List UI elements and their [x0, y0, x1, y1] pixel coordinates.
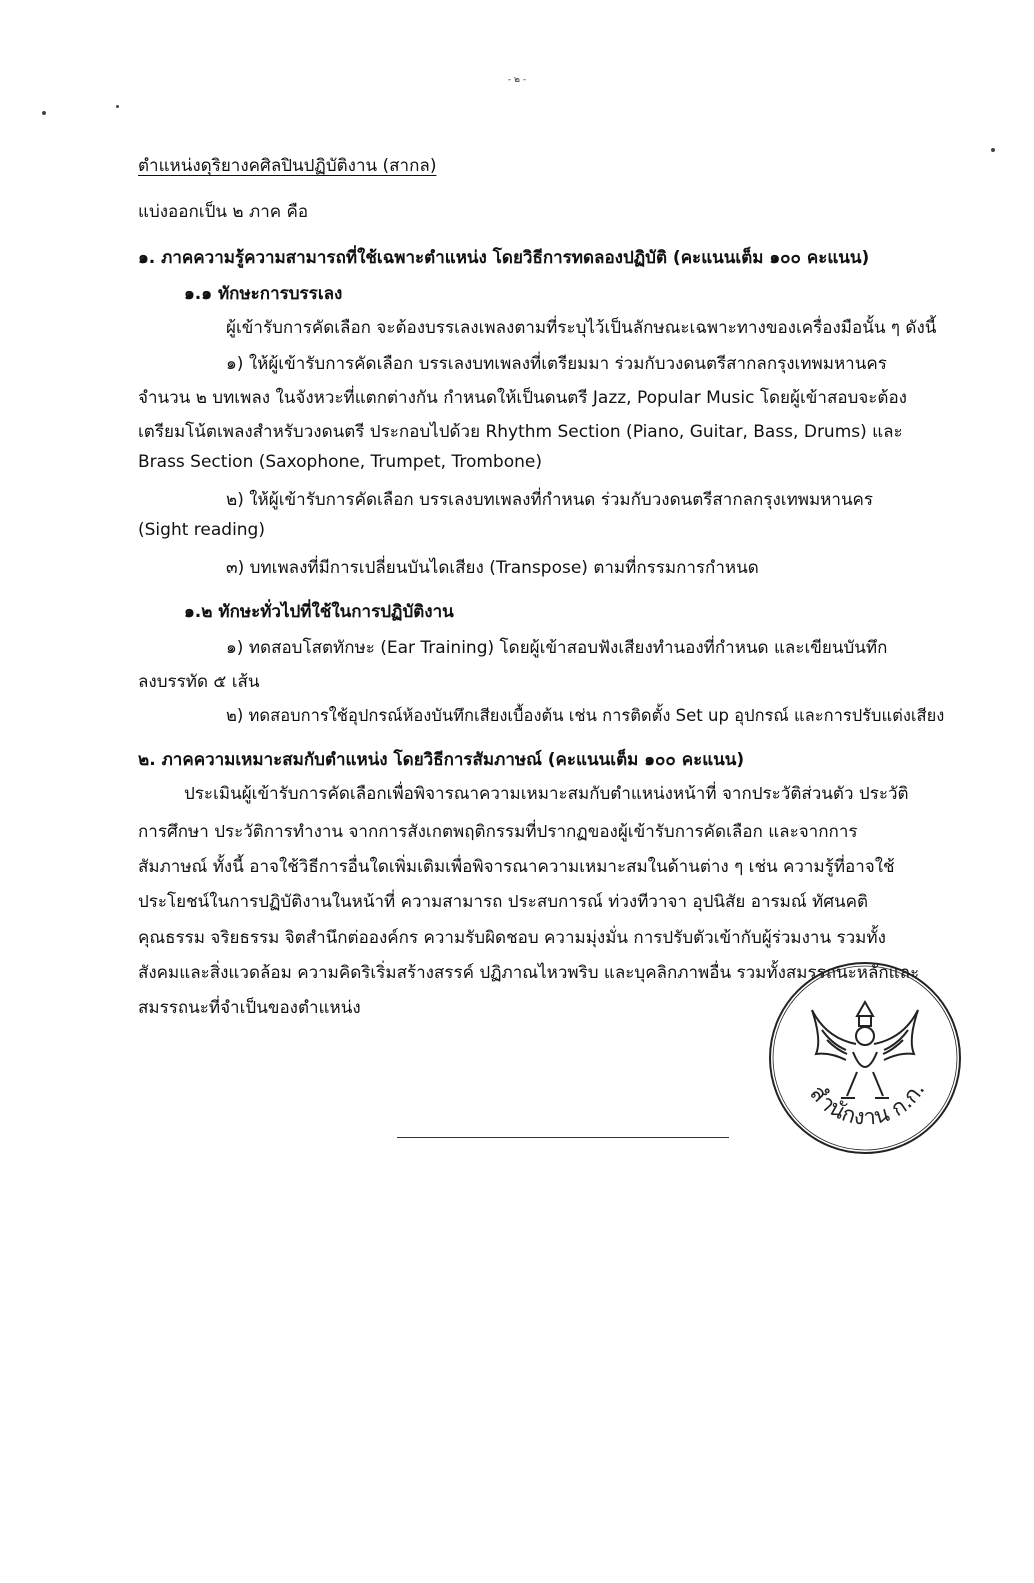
- scan-speck: [116, 105, 119, 108]
- signature-line: [397, 1137, 729, 1138]
- scan-speck: [991, 148, 995, 152]
- part1-heading: ๑. ภาคความรู้ความสามารถที่ใช้เฉพาะตำแหน่ง โดยวิธีการทดลองปฏิบัติ (คะแนนเต็ม ๑๐๐ คะแนน): [138, 248, 870, 268]
- section-1-2-heading: ๑.๒ ทักษะทั่วไปที่ใช้ในการปฏิบัติงาน: [184, 602, 454, 622]
- item-1-1-3: ๓) บทเพลงที่มีการเปลี่ยนบันไดเสียง (Transpose) ตามที่กรรมการกำหนด: [226, 558, 759, 578]
- garuda-emblem-icon: [812, 1002, 918, 1098]
- item-1-2-2: ๒) ทดสอบการใช้อุปกรณ์ห้องบันทึกเสียงเบื้องต้น เช่น การติดตั้ง Set up อุปกรณ์ และการปรับแต่งเสียง: [226, 706, 945, 725]
- part2-paragraph-line: การศึกษา ประวัติการทำงาน จากการสังเกตพฤติกรรมที่ปรากฏของผู้เข้ารับการคัดเลือก และจากการ: [138, 822, 858, 842]
- item-1-2-1-line: ๑) ทดสอบโสตทักษะ (Ear Training) โดยผู้เข้าสอบฟังเสียงทำนองที่กำหนด และเขียนบันทึก: [226, 638, 888, 658]
- item-1-1-2-line: ๒) ให้ผู้เข้ารับการคัดเลือก บรรเลงบทเพลงที่กำหนด ร่วมกับวงดนตรีสากลกรุงเทพมหานคร: [226, 490, 874, 510]
- part2-paragraph-line: สังคมและสิ่งแวดล้อม ความคิดริเริ่มสร้างสรรค์ ปฏิภาณไหวพริบ และบุคลิกภาพอื่น รวมทั้งสมรรถนะหลักและ: [138, 963, 920, 983]
- part2-paragraph-line: สมรรถนะที่จำเป็นของตำแหน่ง: [138, 998, 361, 1018]
- document-title: ตำแหน่งดุริยางคศิลปินปฏิบัติงาน (สากล): [138, 156, 437, 176]
- part2-paragraph-line: ประโยชน์ในการปฏิบัติงานในหน้าที่ ความสามารถ ประสบการณ์ ท่วงทีวาจา อุปนิสัย อารมณ์ ทัศนคติ: [138, 892, 869, 912]
- svg-text:สำนักงาน ก.ก.: [804, 1079, 930, 1131]
- item-1-2-1-line: ลงบรรทัด ๕ เส้น: [138, 672, 260, 692]
- intro-text: แบ่งออกเป็น ๒ ภาค คือ: [138, 202, 309, 222]
- office-seal: [767, 960, 963, 1156]
- item-1-1-1-line: Brass Section (Saxophone, Trumpet, Trombone): [138, 452, 542, 472]
- page-number: - ๒ -: [507, 75, 527, 85]
- item-1-1-1-line: เตรียมโน้ตเพลงสำหรับวงดนตรี ประกอบไปด้วย Rhythm Section (Piano, Guitar, Bass, Drums) และ: [138, 422, 903, 442]
- item-1-1-1-line: จำนวน ๒ บทเพลง ในจังหวะที่แตกต่างกัน กำหนดให้เป็นดนตรี Jazz, Popular Music โดยผู้เข้าสอบจะต้อง: [138, 388, 907, 408]
- part2-paragraph-line: สัมภาษณ์ ทั้งนี้ อาจใช้วิธีการอื่นใดเพิ่มเติมเพื่อพิจารณาความเหมาะสมในด้านต่าง ๆ เช่น ความรู้ที่อาจใช้: [138, 857, 895, 877]
- seal-text: สำนักงาน ก.ก.: [804, 1078, 931, 1131]
- part2-paragraph-line: คุณธรรม จริยธรรม จิตสำนึกต่อองค์กร ความรับผิดชอบ ความมุ่งมั่น การปรับตัวเข้ากับผู้ร่วมงาน รวมทั้ง: [138, 928, 886, 948]
- part2-heading: ๒. ภาคความเหมาะสมกับตำแหน่ง โดยวิธีการสัมภาษณ์ (คะแนนเต็ม ๑๐๐ คะแนน): [138, 750, 745, 770]
- section-1-1-intro: ผู้เข้ารับการคัดเลือก จะต้องบรรเลงเพลงตามที่ระบุไว้เป็นลักษณะเฉพาะทางของเครื่องมือนั้น ๆ ดังนี้: [226, 318, 937, 338]
- item-1-1-2-line: (Sight reading): [138, 520, 265, 540]
- scan-speck: [42, 111, 46, 115]
- section-1-1-heading: ๑.๑ ทักษะการบรรเลง: [184, 284, 343, 304]
- item-1-1-1-line: ๑) ให้ผู้เข้ารับการคัดเลือก บรรเลงบทเพลงที่เตรียมมา ร่วมกับวงดนตรีสากลกรุงเทพมหานคร: [226, 354, 887, 374]
- part2-paragraph-line: ประเมินผู้เข้ารับการคัดเลือกเพื่อพิจารณาความเหมาะสมกับตำแหน่งหน้าที่ จากประวัติส่วนตัว ประวัติ: [184, 784, 909, 804]
